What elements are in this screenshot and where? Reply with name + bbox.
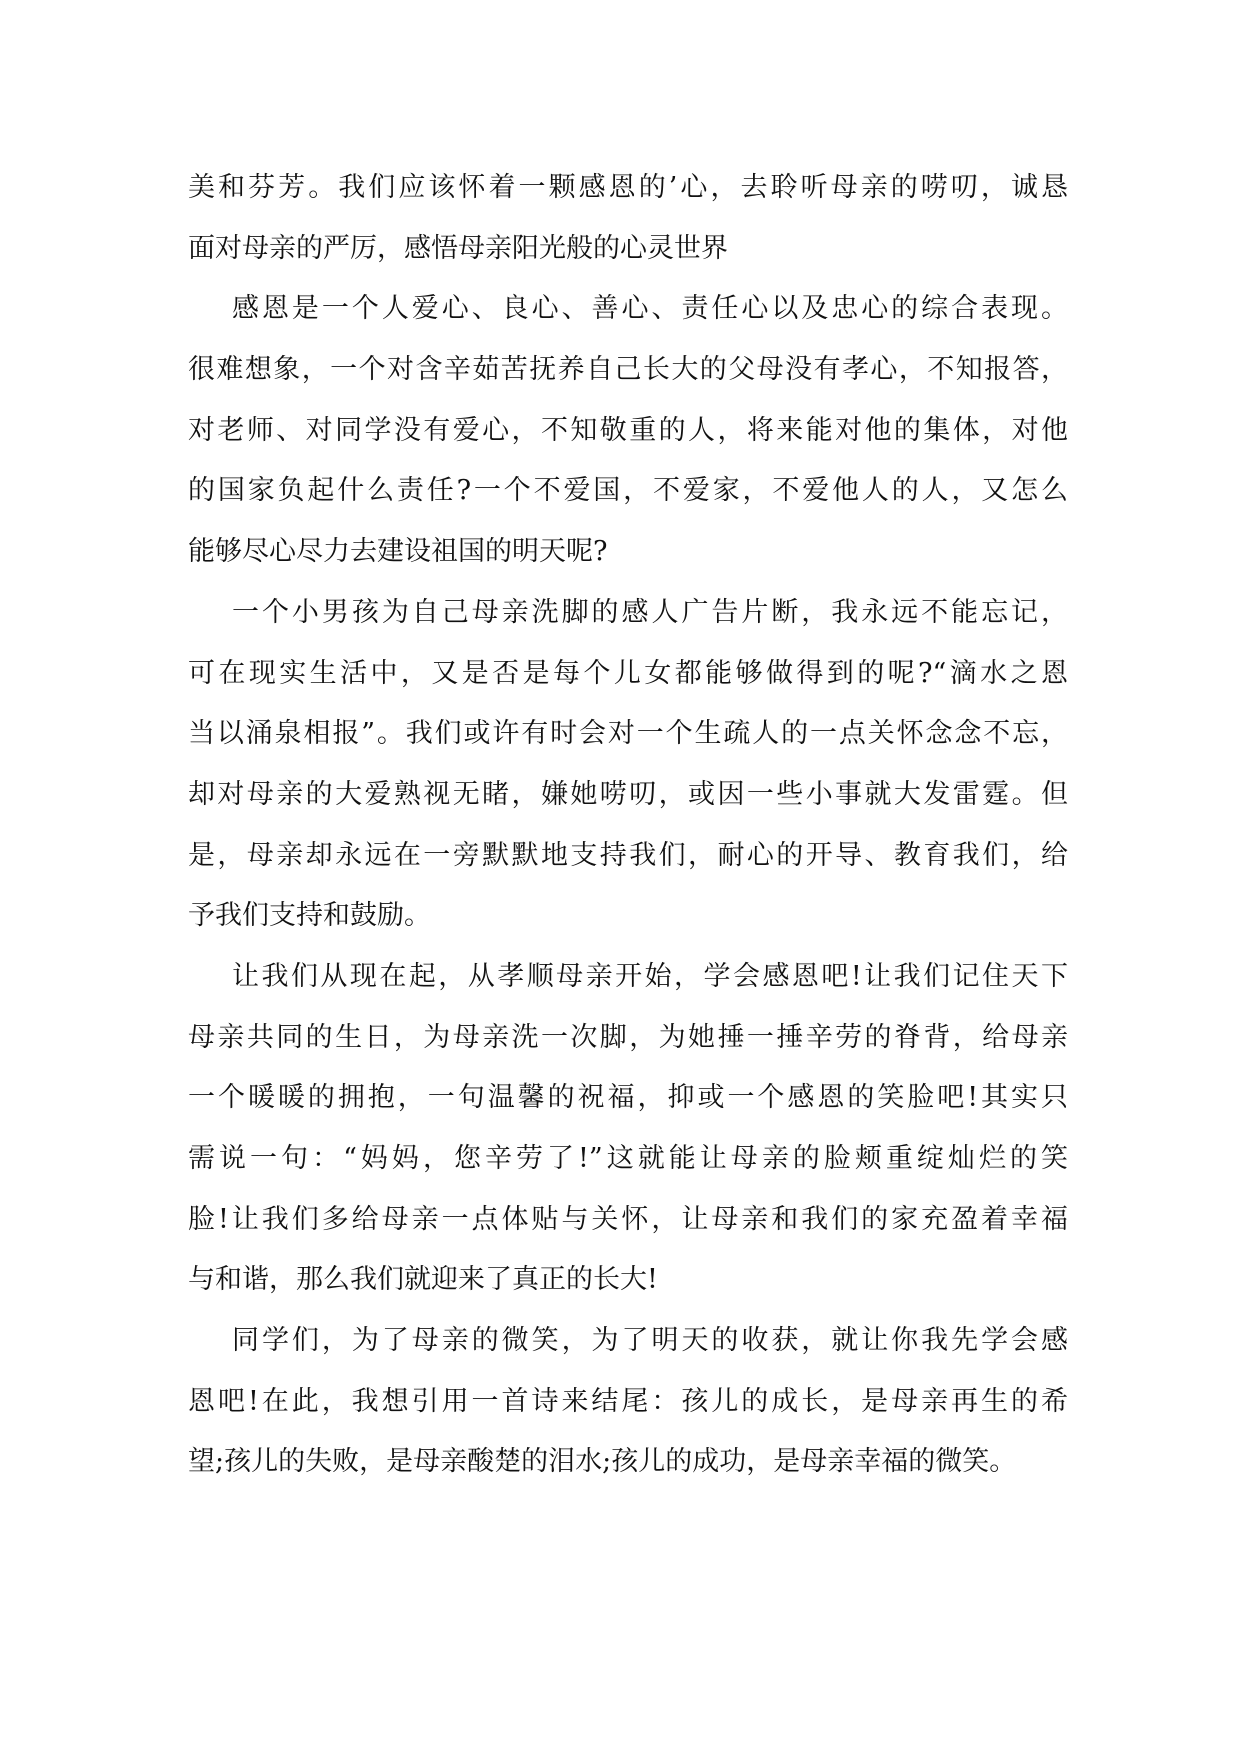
paragraph [188, 1311, 1068, 1493]
text-line: 母亲共同的生日，为母亲洗一次脚，为她捶一捶辛劳的脊背，给母亲 [188, 1021, 1068, 1053]
text-line: 脸!让我们多给母亲一点体贴与关怀，让母亲和我们的家充盈着幸福 [188, 1203, 1068, 1235]
text-line: 一个小男孩为自己母亲洗脚的感人广告片断，我永远不能忘记， [232, 596, 1068, 628]
paragraph [188, 947, 1068, 1311]
text-line: 需说一句：“妈妈，您辛劳了!”这就能让母亲的脸颊重绽灿烂的笑 [188, 1143, 1068, 1174]
text-line: 对老师、对同学没有爱心，不知敬重的人，将来能对他的集体，对他 [188, 414, 1068, 446]
text-line: 当以涌泉相报”。我们或许有时会对一个生疏人的一点关怀念念不忘， [188, 718, 1068, 750]
text-line: 却对母亲的大爱熟视无睹，嫌她唠叨，或因一些小事就大发雷霆。但 [188, 778, 1068, 810]
text-line: 面对母亲的严厉，感悟母亲阳光般的心灵世界 [188, 232, 728, 264]
text-line: 一个暖暖的拥抱，一句温馨的祝福，抑或一个感恩的笑脸吧!其实只 [188, 1082, 1068, 1114]
text-line: 能够尽心尽力去建设祖国的明天呢? [188, 536, 608, 568]
text-line: 望;孩儿的失败，是母亲酸楚的泪水;孩儿的成功，是母亲幸福的微笑。 [188, 1446, 1017, 1478]
text-line: 恩吧!在此，我想引用一首诗来结尾：孩儿的成长，是母亲再生的希 [188, 1385, 1068, 1417]
text-line: 很难想象，一个对含辛茹苦抚养自己长大的父母没有孝心，不知报答， [188, 354, 1068, 386]
text-line: 同学们，为了母亲的微笑，为了明天的收获，就让你我先学会感 [232, 1325, 1068, 1357]
paragraph [188, 279, 1068, 582]
text-line: 可在现实生活中，又是否是每个儿女都能够做得到的呢?“滴水之恩 [188, 657, 1068, 689]
paragraph [188, 158, 1068, 279]
text-line: 让我们从现在起，从孝顺母亲开始，学会感恩吧!让我们记住天下 [232, 960, 1068, 992]
text-line: 的国家负起什么责任?一个不爱国，不爱家，不爱他人的人，又怎么 [188, 475, 1068, 507]
paragraph [188, 583, 1068, 947]
text-line: 予我们支持和鼓励。 [188, 900, 431, 932]
text-line: 与和谐，那么我们就迎来了真正的长大! [188, 1264, 658, 1296]
text-line: 感恩是一个人爱心、良心、善心、责任心以及忠心的综合表现。 [232, 293, 1068, 325]
text-line: 美和芬芳。我们应该怀着一颗感恩的’心，去聆听母亲的唠叨，诚恳 [188, 172, 1068, 203]
text-line: 是，母亲却永远在一旁默默地支持我们，耐心的开导、教育我们，给 [188, 839, 1068, 871]
document-body [188, 158, 1068, 1493]
